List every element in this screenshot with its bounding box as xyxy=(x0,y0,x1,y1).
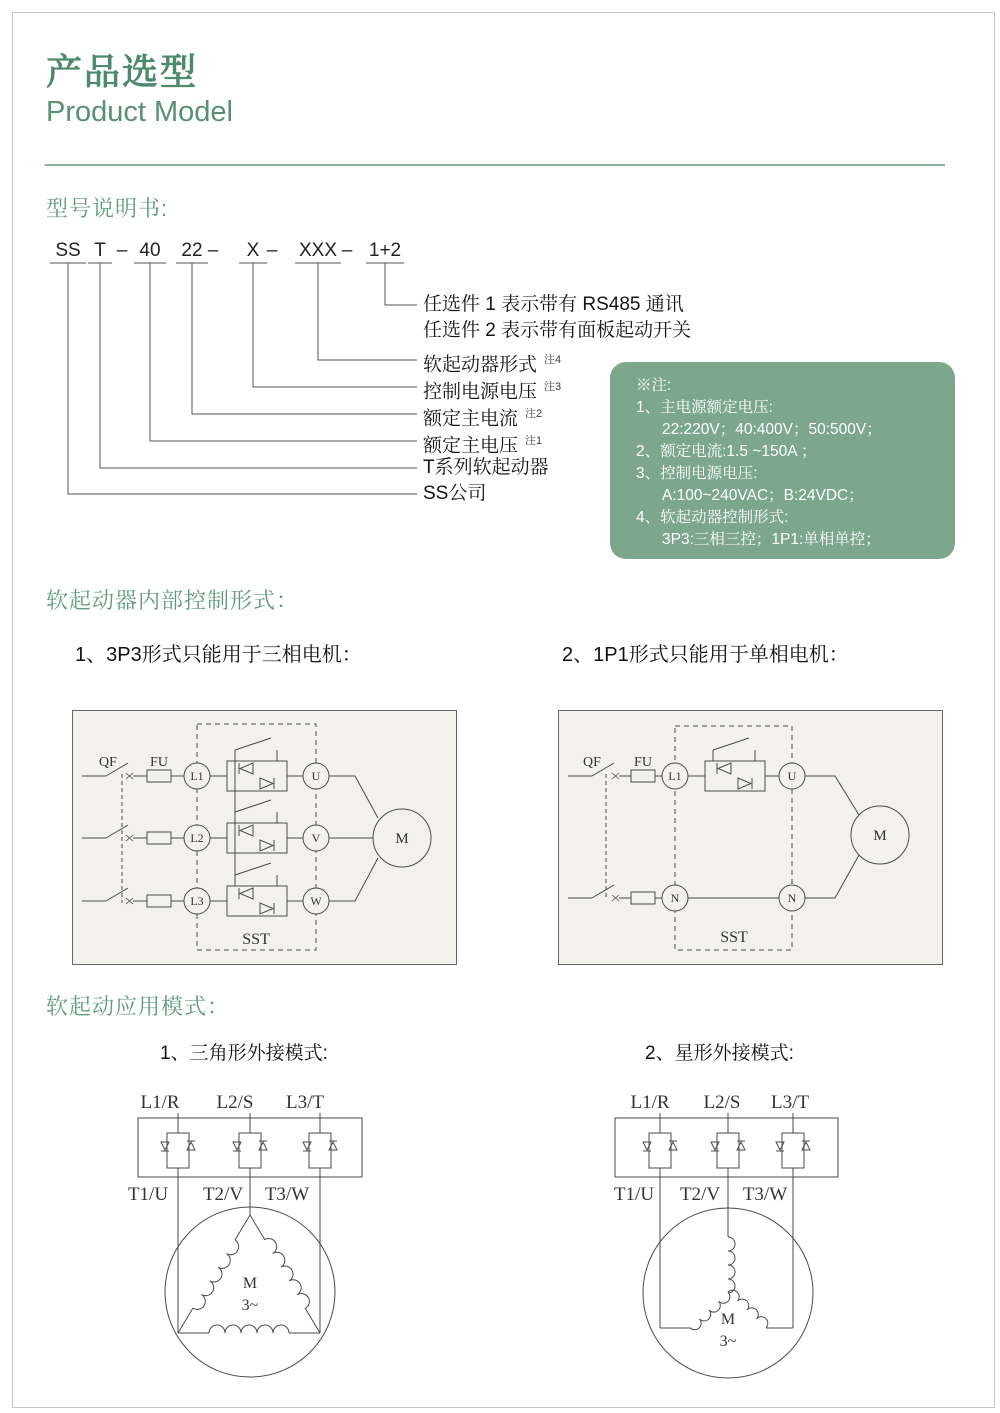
motor-label: M xyxy=(242,1275,258,1292)
sst-label: SST xyxy=(720,929,748,946)
callout-text: 任选件 2 表示带有面板起动开关 xyxy=(423,320,692,341)
application-mode-heading: 软起动应用模式： xyxy=(46,994,231,1019)
terminal-u: U xyxy=(311,769,321,783)
callout-t-series xyxy=(423,457,549,479)
qf-label: QF xyxy=(583,755,601,770)
terminal-v: V xyxy=(311,831,321,845)
callout-option1 xyxy=(423,294,684,316)
terminal-l2: L2 xyxy=(190,831,204,845)
callout-text: 额定主电压 xyxy=(423,435,519,457)
motor-label: M xyxy=(720,1311,736,1328)
terminal-l3: L3 xyxy=(190,894,204,908)
model-code-segment: SS xyxy=(55,240,81,261)
delta-wiring-diagram xyxy=(105,1088,405,1400)
callout-note-ref: 注2 xyxy=(525,408,543,420)
terminal-w: W xyxy=(310,894,322,908)
note-line: 2、额定电流:1.5 ~150A ； xyxy=(636,443,817,460)
callout-note-ref: 注3 xyxy=(544,381,562,393)
circuit-3p3-diagram xyxy=(72,710,457,965)
page-subtitle: Product Model xyxy=(46,96,233,128)
motor-circle xyxy=(165,1207,335,1377)
circuit-1p1-diagram xyxy=(558,710,943,965)
fu-label: FU xyxy=(634,755,652,770)
scr-module xyxy=(161,1113,195,1333)
scr-module xyxy=(643,1113,677,1328)
note-line: 1、主电源额定电压: xyxy=(636,399,773,416)
callout-note-ref: 注4 xyxy=(544,354,562,366)
terminal-l1r: L1/R xyxy=(140,1092,180,1113)
model-code-segment: 22 xyxy=(181,240,203,261)
terminal-l1r: L1/R xyxy=(630,1092,670,1113)
notes-box xyxy=(610,362,955,559)
note-line: 3、控制电源电压: xyxy=(636,465,758,482)
terminal-t2v: T2/V xyxy=(679,1184,721,1205)
note-line: ※注: xyxy=(636,377,672,394)
callout-company xyxy=(423,483,486,505)
model-code-dash: – xyxy=(266,240,278,261)
model-code-segment: XXX xyxy=(298,240,338,261)
header-divider xyxy=(45,164,945,166)
motor-label: M xyxy=(395,831,409,847)
delta-winding xyxy=(178,1215,320,1333)
model-code-segment: 40 xyxy=(139,240,161,261)
callout-text: SS公司 xyxy=(423,483,487,504)
motor-phase-label: 3~ xyxy=(719,1333,737,1350)
callout-rated-voltage xyxy=(423,430,542,457)
qf-label: QF xyxy=(99,755,117,770)
model-code-dash: – xyxy=(341,240,353,261)
terminal-t3w: T3/W xyxy=(742,1184,788,1205)
internal-control-heading: 软起动器内部控制形式： xyxy=(46,588,300,613)
terminal-l3t: L3/T xyxy=(286,1092,324,1113)
terminal-t3w: T3/W xyxy=(264,1184,310,1205)
callout-text: 任选件 1 表示带有 RS485 通讯 xyxy=(423,294,684,315)
terminal-t2v: T2/V xyxy=(202,1184,244,1205)
terminal-l2s: L2/S xyxy=(216,1092,254,1113)
terminal-t1u: T1/U xyxy=(127,1184,169,1205)
caption-delta: 1、三角形外接模式: xyxy=(160,1043,328,1064)
callout-text: 额定主电流 xyxy=(423,408,519,430)
callout-starter-form xyxy=(423,349,561,376)
star-wiring-diagram xyxy=(590,1088,890,1400)
scr-module xyxy=(303,1113,337,1333)
fu-label: FU xyxy=(150,755,168,770)
callout-control-voltage xyxy=(423,376,561,403)
callout-text: 控制电源电压 xyxy=(423,381,538,403)
caption-star: 2、星形外接模式: xyxy=(645,1043,794,1064)
callout-note-ref: 注1 xyxy=(525,435,543,447)
model-code-segment: X xyxy=(246,240,260,261)
page-title: 产品选型 xyxy=(46,51,199,92)
note-line: 4、软起动器控制形式: xyxy=(636,509,789,526)
caption-3p3: 1、3P3形式只能用于三相电机： xyxy=(75,644,362,666)
caption-1p1: 2、1P1形式只能用于单相电机： xyxy=(562,644,849,666)
motor-label: M xyxy=(873,828,887,844)
callout-text: 软起动器形式 xyxy=(423,354,538,376)
terminal-n: N xyxy=(670,891,680,905)
scr-module xyxy=(711,1113,745,1237)
terminal-l3t: L3/T xyxy=(771,1092,809,1113)
note-line: 3P3:三相三控；1P1:单相单控； xyxy=(662,531,881,548)
terminal-l1: L1 xyxy=(190,769,204,783)
sst-label: SST xyxy=(242,931,270,948)
note-line: A:100~240VAC；B:24VDC； xyxy=(662,487,864,504)
scr-module xyxy=(776,1113,810,1328)
motor-phase-label: 3~ xyxy=(241,1297,259,1314)
callout-option2 xyxy=(423,320,691,342)
model-code-dash: – xyxy=(207,240,219,261)
note-line: 22:220V；40:400V；50:500V； xyxy=(662,421,882,438)
terminal-n: N xyxy=(787,891,797,905)
callout-rated-current xyxy=(423,403,542,430)
model-code-segment: 1+2 xyxy=(368,240,402,261)
terminal-l2s: L2/S xyxy=(703,1092,741,1113)
terminal-u: U xyxy=(787,769,797,783)
terminal-t1u: T1/U xyxy=(613,1184,655,1205)
model-spec-heading: 型号说明书: xyxy=(46,196,169,221)
callout-text: T系列软起动器 xyxy=(423,457,549,478)
model-code-connector-lines xyxy=(40,255,460,505)
model-code-segment: T xyxy=(94,240,106,261)
model-code-dash: – xyxy=(116,240,128,261)
terminal-l1: L1 xyxy=(668,769,682,783)
